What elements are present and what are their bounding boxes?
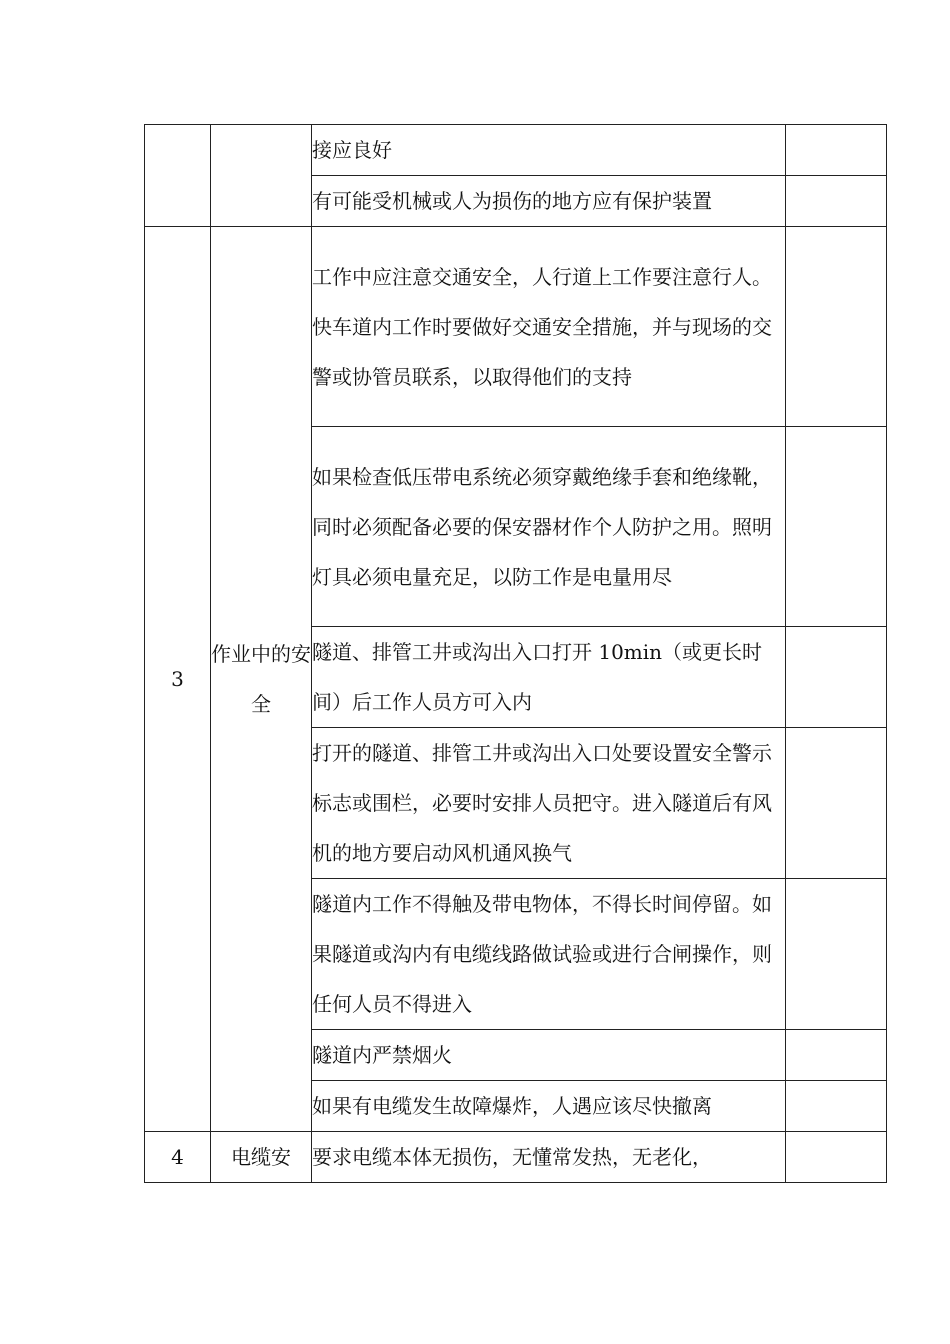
requirement-cell: 接应良好 bbox=[312, 125, 786, 176]
item-category-cell bbox=[211, 125, 312, 227]
requirement-cell: 隧道内工作不得触及带电物体，不得长时间停留。如果隧道或沟内有电缆线路做试验或进行合闸操作，则任何人员不得进入 bbox=[312, 879, 786, 1030]
check-cell[interactable] bbox=[786, 1081, 887, 1132]
item-number-cell bbox=[145, 125, 211, 227]
check-cell[interactable] bbox=[786, 879, 887, 1030]
requirement-cell: 要求电缆本体无损伤，无懂常发热，无老化， bbox=[312, 1132, 786, 1183]
table-row bbox=[145, 227, 887, 427]
check-cell[interactable] bbox=[786, 427, 887, 627]
check-cell[interactable] bbox=[786, 728, 887, 879]
check-cell[interactable] bbox=[786, 1132, 887, 1183]
item-category-cell: 电缆安 bbox=[211, 1132, 312, 1183]
requirement-cell: 工作中应注意交通安全，人行道上工作要注意行人。快车道内工作时要做好交通安全措施，并与现场的交警或协管员联系，以取得他们的支持 bbox=[312, 227, 786, 427]
item-number-cell: 3 bbox=[145, 227, 211, 1132]
item-category-cell: 作业中的安全 bbox=[211, 227, 312, 1132]
check-cell[interactable] bbox=[786, 627, 887, 728]
check-cell[interactable] bbox=[786, 227, 887, 427]
requirement-cell: 如果检查低压带电系统必须穿戴绝缘手套和绝缘靴，同时必须配备必要的保安器材作个人防护之用。照明灯具必须电量充足，以防工作是电量用尽 bbox=[312, 427, 786, 627]
check-cell[interactable] bbox=[786, 176, 887, 227]
table-row bbox=[145, 125, 887, 176]
requirement-cell: 打开的隧道、排管工井或沟出入口处要设置安全警示标志或围栏，必要时安排人员把守。进入隧道后有风机的地方要启动风机通风换气 bbox=[312, 728, 786, 879]
requirement-cell: 隧道内严禁烟火 bbox=[312, 1030, 786, 1081]
check-cell[interactable] bbox=[786, 1030, 887, 1081]
safety-checklist-table bbox=[144, 124, 887, 1183]
check-cell[interactable] bbox=[786, 125, 887, 176]
table-row bbox=[145, 1132, 887, 1183]
requirement-cell: 有可能受机械或人为损伤的地方应有保护装置 bbox=[312, 176, 786, 227]
requirement-cell: 如果有电缆发生故障爆炸，人遇应该尽快撤离 bbox=[312, 1081, 786, 1132]
requirement-cell: 隧道、排管工井或沟出入口打开 10min（或更长时间）后工作人员方可入内 bbox=[312, 627, 786, 728]
item-number-cell: 4 bbox=[145, 1132, 211, 1183]
